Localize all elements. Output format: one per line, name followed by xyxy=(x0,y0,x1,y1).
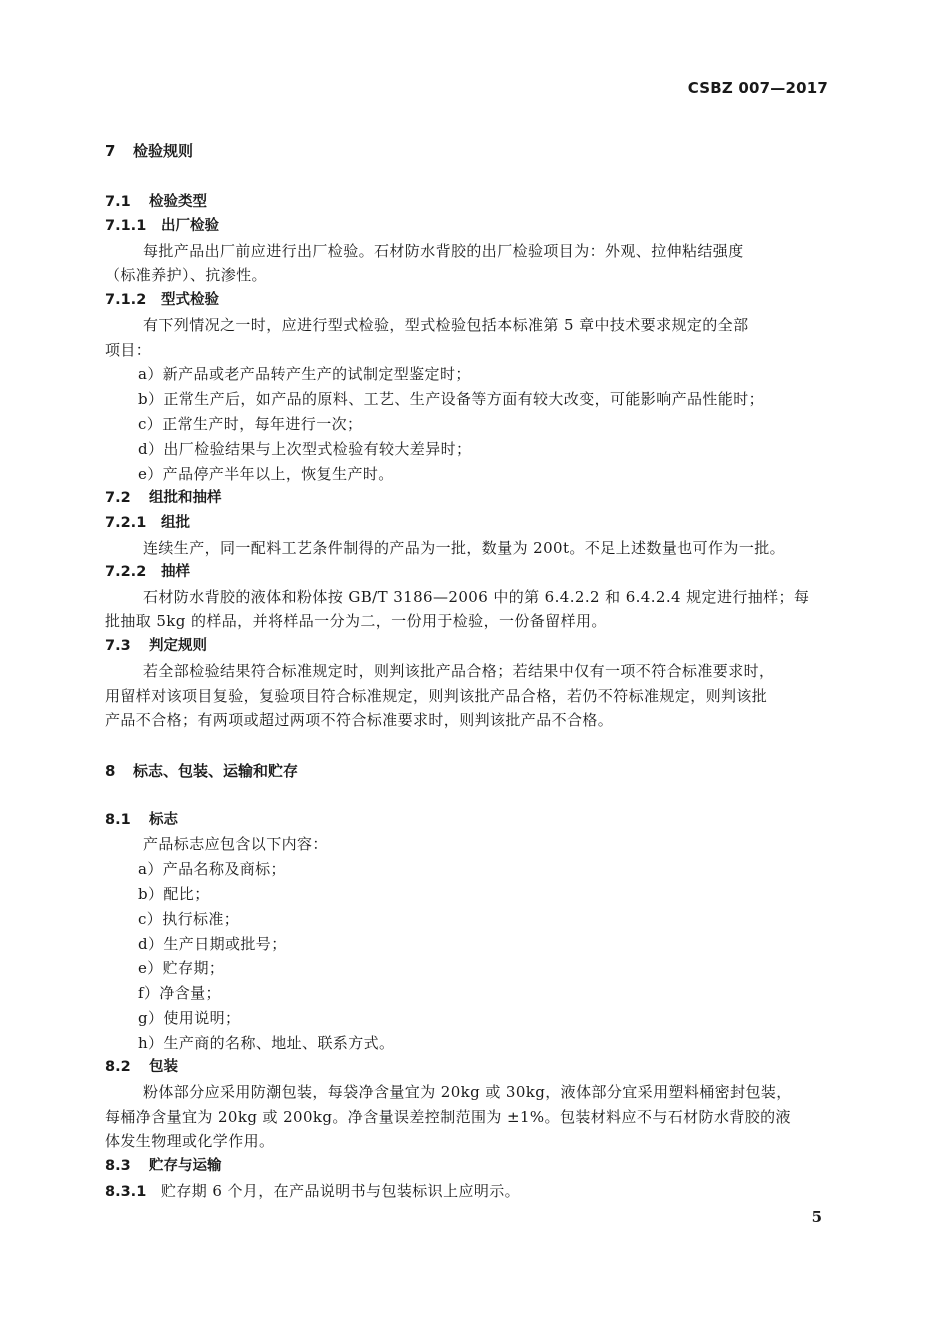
section-title: 标志、包装、运输和贮存 xyxy=(133,762,299,780)
list-item: c）正常生产时，每年进行一次； xyxy=(138,415,363,433)
section-title: 包装 xyxy=(149,1059,178,1075)
section-7-2-heading xyxy=(105,488,222,508)
section-number: 8 xyxy=(105,762,116,780)
section-7-1-2-heading xyxy=(105,290,219,310)
section-number: 8.2 xyxy=(105,1059,131,1075)
section-number: 8.3.1 xyxy=(105,1184,147,1200)
list-item: e）贮存期； xyxy=(138,959,225,977)
section-number: 8.3 xyxy=(105,1158,131,1174)
section-number: 7 xyxy=(105,142,116,160)
section-7-1-1-heading xyxy=(105,216,219,236)
list-item: d）出厂检验结果与上次型式检验有较大差异时； xyxy=(138,440,472,458)
section-title: 出厂检验 xyxy=(161,218,219,234)
section-7-3-heading xyxy=(105,636,207,656)
section-8-3-heading xyxy=(105,1156,222,1176)
paragraph-line: 石材防水背胶的液体和粉体按 GB/T 3186—2006 中的第 6.4.2.2 和 6.4.2.4 规定进行抽样；每 xyxy=(143,588,810,606)
paragraph-line: 每批产品出厂前应进行出厂检验。石材防水背胶的出厂检验项目为：外观、拉伸粘结强度 xyxy=(143,242,744,260)
list-item: e）产品停产半年以上，恢复生产时。 xyxy=(138,465,394,483)
section-number: 7.2.1 xyxy=(105,515,147,531)
section-title: 检验类型 xyxy=(149,194,207,210)
section-title: 抽样 xyxy=(161,564,190,580)
list-item: d）生产日期或批号； xyxy=(138,935,287,953)
section-8-3-1-line xyxy=(105,1181,520,1202)
section-8-heading xyxy=(105,761,298,781)
list-item: c）执行标准； xyxy=(138,910,240,928)
paragraph-line: 若全部检验结果符合标准规定时，则判该批产品合格；若结果中仅有一项不符合标准要求时， xyxy=(143,662,775,680)
section-title: 型式检验 xyxy=(161,292,219,308)
list-item: b）正常生产后，如产品的原料、工艺、生产设备等方面有较大改变，可能影响产品性能时； xyxy=(138,390,765,408)
standard-code: CSBZ 007—2017 xyxy=(687,79,828,97)
section-7-1-heading xyxy=(105,192,207,212)
page-number: 5 xyxy=(811,1208,822,1226)
paragraph-line: 产品标志应包含以下内容： xyxy=(143,835,328,853)
list-item: h）生产商的名称、地址、联系方式。 xyxy=(138,1034,395,1052)
section-number: 7.1.1 xyxy=(105,218,147,234)
section-title: 检验规则 xyxy=(133,142,194,160)
paragraph-line: 用留样对该项目复验，复验项目符合标准规定，则判该批产品合格，若仍不符标准规定，则判该批 xyxy=(105,687,768,705)
section-8-1-heading xyxy=(105,810,178,830)
paragraph-line: 每桶净含量宜为 20kg 或 200kg。净含量误差控制范围为 ±1%。包装材料应不与石材防水背胶的液 xyxy=(105,1108,791,1126)
paragraph-line: 连续生产，同一配料工艺条件制得的产品为一批，数量为 200t。不足上述数量也可作为一批。 xyxy=(143,539,786,557)
section-title: 判定规则 xyxy=(149,638,207,654)
paragraph-text: 贮存期 6 个月，在产品说明书与包装标识上应明示。 xyxy=(161,1182,521,1200)
section-title: 贮存与运输 xyxy=(149,1158,222,1174)
list-item: g）使用说明； xyxy=(138,1009,241,1027)
paragraph-line: 粉体部分应采用防潮包装，每袋净含量宜为 20kg 或 30kg，液体部分宜采用塑料桶密封包装， xyxy=(143,1083,792,1101)
paragraph-line: 体发生物理或化学作用。 xyxy=(105,1132,275,1150)
section-7-2-2-heading xyxy=(105,562,190,582)
paragraph-line: 项目： xyxy=(105,341,152,359)
section-title: 标志 xyxy=(149,812,178,828)
list-item: b）配比； xyxy=(138,885,210,903)
section-7-2-1-heading xyxy=(105,513,190,533)
section-title: 组批 xyxy=(161,515,190,531)
list-item: a）新产品或老产品转产生产的试制定型鉴定时； xyxy=(138,365,471,383)
paragraph-line: 批抽取 5kg 的样品，并将样品一分为二，一份用于检验，一份备留样用。 xyxy=(105,612,607,630)
section-8-2-heading xyxy=(105,1057,178,1077)
list-item: a）产品名称及商标； xyxy=(138,860,286,878)
list-item: f）净含量； xyxy=(138,984,221,1002)
section-number: 7.2 xyxy=(105,490,131,506)
section-number: 7.1.2 xyxy=(105,292,147,308)
section-title: 组批和抽样 xyxy=(149,490,222,506)
paragraph-line: 有下列情况之一时，应进行型式检验，型式检验包括本标准第 5 章中技术要求规定的全部 xyxy=(143,316,749,334)
section-number: 7.1 xyxy=(105,194,131,210)
section-number: 7.3 xyxy=(105,638,131,654)
section-7-heading xyxy=(105,141,193,161)
section-number: 7.2.2 xyxy=(105,564,147,580)
paragraph-line: 产品不合格；有两项或超过两项不符合标准要求时，则判该批产品不合格。 xyxy=(105,711,614,729)
section-number: 8.1 xyxy=(105,812,131,828)
paragraph-line: （标准养护）、抗渗性。 xyxy=(105,266,267,284)
